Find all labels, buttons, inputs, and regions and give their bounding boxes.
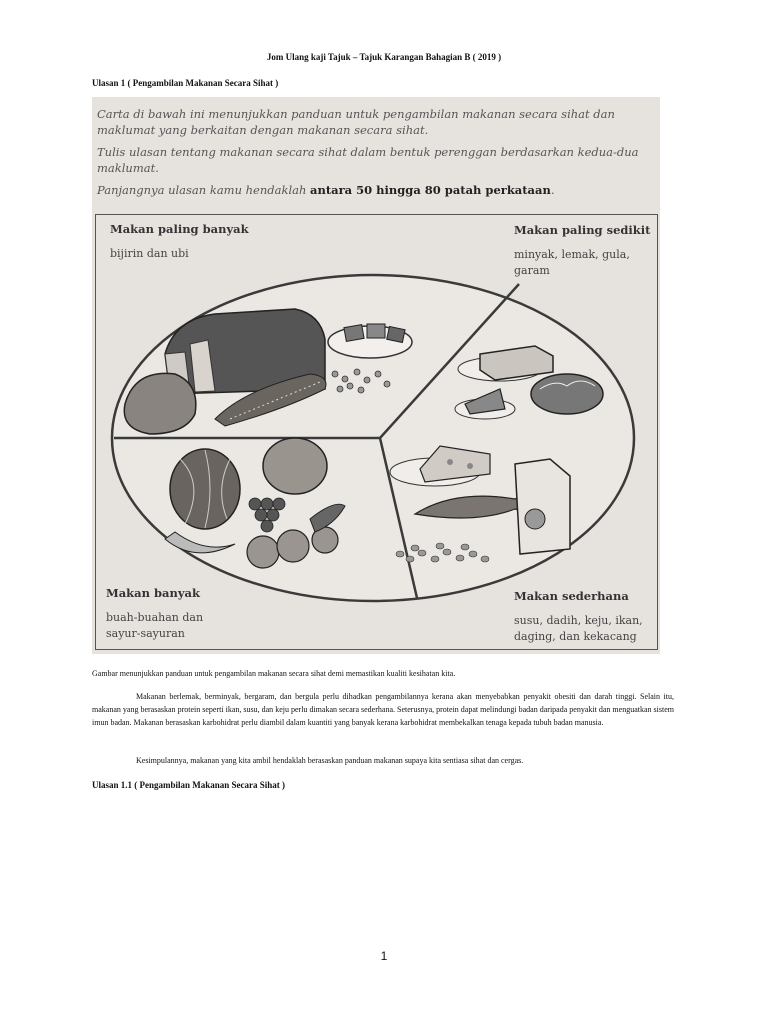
category-items-many-line: buah-buahan dan (106, 611, 204, 624)
page-number: 1 (380, 949, 388, 963)
category-items-moderate (514, 613, 643, 645)
figure-instruction-word-count (97, 182, 662, 198)
section-heading: Ulasan 1 ( Pengambilan Makanan Secara Sihat ) (92, 78, 279, 88)
category-items-many-line: sayur-sayuran (106, 627, 185, 640)
instruction-suffix: . (550, 183, 555, 197)
category-items-least-line: minyak, lemak, gula, (514, 248, 630, 261)
category-items-moderate-line: daging, dan kekacang (514, 630, 637, 643)
category-title-most: Makan paling banyak (110, 222, 249, 236)
figure-instruction: Carta di bawah ini menunjukkan panduan untuk pengambilan makanan secara sihat dan maklumat yang berkaitan dengan makanan secara sihat. (97, 107, 615, 137)
document-title: Jom Ulang kaji Tajuk – Tajuk Karangan Bahagian B ( 2019 ) (266, 52, 502, 62)
figure-instruction: Tulis ulasan tentang makanan secara sihat dalam bentuk perenggan berdasarkan kedua-dua maklumat. (97, 145, 639, 175)
instruction-word-range: antara 50 hingga 80 patah perkataan (310, 183, 551, 197)
category-items-many (106, 610, 203, 642)
cabbage-icon (263, 438, 327, 494)
body-paragraph: Gambar menunjukkan panduan untuk pengambilan makanan secara sihat demi memastikan kualiti kesihatan kita. (92, 669, 456, 678)
category-items-most: bijirin dan ubi (110, 247, 189, 260)
category-title-least: Makan paling sedikit (514, 223, 651, 237)
category-title-moderate: Makan sederhana (514, 589, 629, 603)
watermelon-icon (170, 449, 240, 529)
category-items-least-line: garam (514, 264, 550, 277)
body-paragraph: Kesimpulannya, makanan yang kita ambil hendaklah berasaskan panduan makanan supaya kita sentiasa sihat dan cergas. (136, 756, 524, 765)
category-items-least (514, 247, 630, 279)
fried-noodles-icon (531, 374, 603, 414)
milk-carton-icon (515, 459, 570, 554)
body-paragraph: Makanan berlemak, berminyak, bergaram, dan bergula perlu dihadkan pengambilannya kerana akan menyebabkan penyakit obesiti dan darah tinggi. Selain itu, makanan yang berasaskan protein seperti ikan, susu, dan keju perlu dimakan secara sederhana. Seterusnya, protein dapat melindungi badan daripada penyakit dan menguatkan sistem imun badan. Makanan berasaskan karbohidrat perlu diambil dalam kuantiti yang banyak kerana karbohidrat membekalkan tenaga kepada tubuh badan manusia. (92, 692, 674, 727)
category-title-many: Makan banyak (106, 586, 200, 600)
food-plate-chart (95, 214, 658, 650)
category-items-moderate-line: susu, dadih, keju, ikan, (514, 614, 643, 627)
section-heading: Ulasan 1.1 ( Pengambilan Makanan Secara Sihat ) (92, 780, 286, 790)
instruction-prefix: Panjangnya ulasan kamu hendaklah (97, 183, 307, 197)
